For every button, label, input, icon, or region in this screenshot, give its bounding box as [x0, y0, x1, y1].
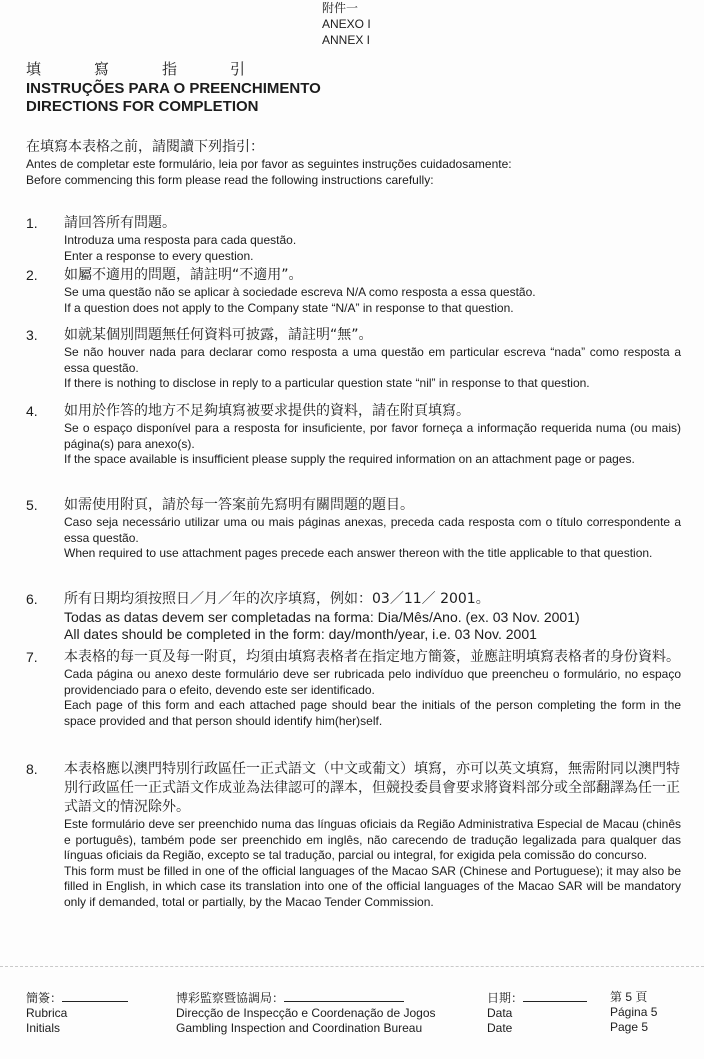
- annex-label: [322, 0, 442, 48]
- page-number-zh: 第 5 頁: [610, 990, 648, 1004]
- item-text-pt: Caso seja necessário utilizar uma ou mais páginas anexas, preceda cada resposta com o título correspondente a essa questão.: [64, 515, 681, 545]
- date-label-en: Date: [487, 1021, 513, 1035]
- item-number: 2.: [26, 267, 38, 283]
- intro-pt: Antes de completar este formulário, leia por favor as seguintes instruções cuidadosamente:: [26, 157, 512, 171]
- initials-label-pt: Rubrica: [26, 1006, 68, 1020]
- title-en: DIRECTIONS FOR COMPLETION: [26, 98, 259, 115]
- instruction-item-7: [26, 648, 681, 760]
- instruction-item-4: [26, 402, 681, 496]
- item-text-en: Each page of this form and each attached page should bear the initials of the person completing the form in the space provided and that person should identify him(her)self.: [64, 698, 681, 728]
- instruction-item-3: [26, 326, 681, 402]
- item-text-pt: Se o espaço disponível para a resposta for insuficiente, por favor forneça a informação requerida numa (ou mais) página(s) para anexo(s).: [64, 421, 681, 451]
- item-text-zh: 所有日期均須按照日／月／年的次序填寫，例如：03／11／ 2001。: [64, 591, 490, 607]
- intro: [26, 138, 686, 188]
- title-zh: 填寫指引: [26, 60, 299, 78]
- footer-initials: [26, 990, 128, 1036]
- footer-page-number: [610, 990, 657, 1035]
- annex-label-pt: ANEXO I: [322, 17, 371, 31]
- item-text-zh: 請回答所有問題。: [64, 215, 176, 231]
- instruction-item-2: [26, 266, 681, 326]
- bureau-label-en: Gambling Inspection and Coordination Bureau: [176, 1021, 423, 1035]
- item-text-pt: Cada página ou anexo deste formulário deve ser rubricada pelo indivíduo que preencheu o formulário, no espaço providenciado para o efeito, devendo este ser identificado.: [64, 667, 681, 697]
- title-pt: INSTRUÇÕES PARA O PREENCHIMENTO: [26, 80, 321, 97]
- footer-bureau: [176, 990, 436, 1036]
- intro-zh: 在填寫本表格之前，請閱讀下列指引：: [26, 139, 264, 155]
- item-text-en: When required to use attachment pages precede each answer thereon with the title applicable to that question.: [64, 546, 653, 560]
- initials-label-en: Initials: [26, 1021, 61, 1035]
- item-text-pt: Todas as datas devem ser completadas na forma: Dia/Mês/Ano. (ex. 03 Nov. 2001): [64, 609, 580, 625]
- item-number: 8.: [26, 761, 38, 777]
- date-field[interactable]: [523, 990, 587, 1002]
- item-text-en: This form must be filled in one of the official languages of the Macao SAR (Chinese and Portuguese); it may also be filled in English, in which case its translation into one of the official languages of the Macao SAR will be mandatory only if demanded, total or partially, by the Macao Tender Commission.: [64, 863, 681, 909]
- item-text-zh: 如就某個別問題無任何資料可披露，請註明“無”。: [64, 327, 373, 343]
- item-text-en: Enter a response to every question.: [64, 248, 254, 263]
- footer-date: [487, 990, 587, 1036]
- item-text-zh: 如屬不適用的問題，請註明“不適用”。: [64, 267, 303, 283]
- annex-label-zh: 附件一: [322, 1, 359, 15]
- instruction-item-5: [26, 496, 681, 590]
- item-text-en: If the space available is insufficient please supply the required information on an attachment page or pages.: [64, 452, 635, 466]
- item-text-pt: Introduza uma resposta para cada questão.: [64, 233, 297, 247]
- initials-field[interactable]: [62, 990, 128, 1002]
- annex-label-en: ANNEX I: [322, 33, 371, 47]
- bureau-field[interactable]: [284, 990, 404, 1002]
- item-text-pt: Se não houver nada para declarar como resposta a uma questão em particular escreva “nada” como resposta a essa questão.: [64, 345, 681, 375]
- item-number: 5.: [26, 497, 38, 513]
- item-text-en: If a question does not apply to the Company state “N/A” in response to that question.: [64, 300, 514, 315]
- item-text-pt: Se uma questão não se aplicar à sociedade escreva N/A como resposta a essa questão.: [64, 285, 536, 299]
- item-number: 4.: [26, 403, 38, 419]
- bureau-label-pt: Direcção de Inspecção e Coordenação de Jogos: [176, 1006, 436, 1020]
- page-number-pt: Página 5: [610, 1005, 658, 1019]
- item-text-en: If there is nothing to disclose in reply to a particular question state “nil” in response to that question.: [64, 376, 590, 390]
- item-text-zh: 如需使用附頁，請於每一答案前先寫明有關問題的題目。: [64, 497, 414, 513]
- item-text-zh: 本表格應以澳門特別行政區任一正式語文（中文或葡文）填寫，亦可以英文填寫，無需附同以澳門特別行政區任一正式語文作成並為法律認可的譯本，但競投委員會要求將資料部分或全部翻譯為任一正式語文的情況除外。: [64, 761, 680, 815]
- item-text-en: All dates should be completed in the form: day/month/year, i.e. 03 Nov. 2001: [64, 626, 537, 642]
- item-number: 6.: [26, 591, 38, 607]
- instruction-item-8: [26, 760, 681, 936]
- page-number-en: Page 5: [610, 1020, 649, 1034]
- item-number: 1.: [26, 215, 38, 231]
- initials-label-zh: 簡簽：: [26, 991, 63, 1005]
- item-number: 7.: [26, 649, 38, 665]
- item-text-zh: 如用於作答的地方不足夠填寫被要求提供的資料，請在附頁填寫。: [64, 403, 470, 419]
- date-label-zh: 日期：: [487, 991, 524, 1005]
- page-divider: [0, 966, 704, 967]
- date-label-pt: Data: [487, 1006, 513, 1020]
- bureau-label-zh: 博彩監察暨協調局：: [176, 991, 285, 1005]
- instruction-list: [26, 214, 681, 936]
- item-number: 3.: [26, 327, 38, 343]
- item-text-pt: Este formulário deve ser preenchido numa das línguas oficiais da Região Administrativa Especial de Macau (chinês e português), também pode ser preenchido em inglês, não carecendo de tradução legalizada para qualquer das línguas oficiais da Região, excepto se tal tradução, parcial ou integral, for exigida pela comissão do concurso.: [64, 817, 681, 862]
- instruction-item-1: [26, 214, 681, 266]
- item-text-zh: 本表格的每一頁及每一附頁，均須由填寫表格者在指定地方簡簽，並應註明填寫表格者的身份資料。: [64, 649, 680, 665]
- intro-en: Before commencing this form please read the following instructions carefully:: [26, 173, 434, 187]
- instruction-item-6: [26, 590, 681, 648]
